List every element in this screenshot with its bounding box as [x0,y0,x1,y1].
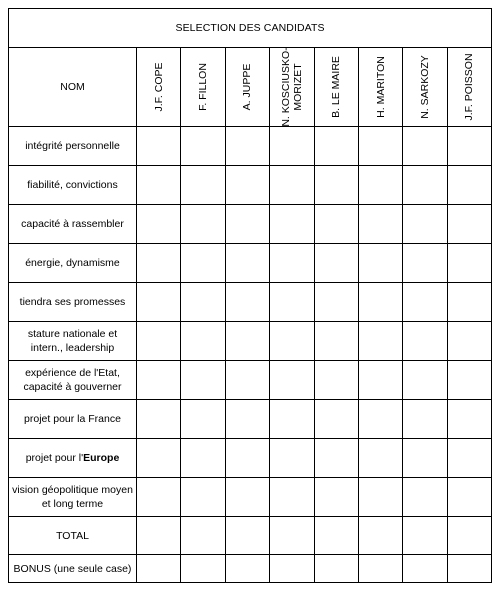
candidate-name-line: A. JUPPE [241,63,254,111]
criterion-row [9,127,492,166]
criterion-2-cell-1[interactable] [181,205,225,244]
criterion-3-cell-6[interactable] [403,244,447,283]
candidate-header-0 [137,48,181,127]
criterion-6-cell-3[interactable] [270,361,314,400]
candidate-name-line: H. MARITON [374,56,387,118]
criterion-0-cell-7[interactable] [447,127,491,166]
criterion-4-cell-7[interactable] [447,283,491,322]
candidate-name [330,56,342,118]
criterion-label-line: et long terme [41,498,104,510]
criterion-label-line: tiendra ses promesses [19,296,126,308]
criterion-label-line: vision géopolitique moyen [12,484,133,496]
criterion-7-cell-1[interactable] [181,400,225,439]
criterion-label-line: projet pour la France [24,413,121,425]
criterion-0-cell-6[interactable] [403,127,447,166]
candidate-name [280,47,304,126]
criterion-1-cell-7[interactable] [447,166,491,205]
criterion-8-cell-7[interactable] [447,439,491,478]
criterion-label-line: capacité à rassembler [21,218,124,230]
criterion-7-cell-4[interactable] [314,400,358,439]
criterion-3-cell-1[interactable] [181,244,225,283]
criterion-9-cell-6[interactable] [403,478,447,517]
criterion-row [9,205,492,244]
criterion-4-cell-3[interactable] [270,283,314,322]
candidate-name [375,56,387,118]
criterion-1-cell-0[interactable] [137,166,181,205]
candidate-name-line: J.F. COPE [152,62,165,112]
criterion-row [9,439,492,478]
candidate-name-line: N. SARKOZY [418,55,431,119]
criterion-label [9,127,137,166]
criterion-3-cell-0[interactable] [137,244,181,283]
criterion-8-cell-3[interactable] [270,439,314,478]
candidate-name-wrapper [137,48,180,126]
criterion-9-cell-4[interactable] [314,478,358,517]
criterion-2-cell-6[interactable] [403,205,447,244]
candidate-name-wrapper [226,48,269,126]
criterion-5-cell-2[interactable] [225,322,269,361]
criterion-label [9,361,137,400]
bonus-row [9,555,492,583]
criterion-0-cell-4[interactable] [314,127,358,166]
criterion-0-cell-3[interactable] [270,127,314,166]
criterion-row [9,478,492,517]
criterion-8-cell-1[interactable] [181,439,225,478]
criterion-5-cell-5[interactable] [358,322,402,361]
criterion-0-cell-0[interactable] [137,127,181,166]
criterion-4-cell-1[interactable] [181,283,225,322]
criterion-6-cell-6[interactable] [403,361,447,400]
candidate-name-line: N. KOSCIUSKO- [279,47,292,127]
candidate-name-wrapper [315,48,358,126]
total-cell-1[interactable] [181,517,225,555]
criterion-8-cell-5[interactable] [358,439,402,478]
criterion-7-cell-7[interactable] [447,400,491,439]
criterion-3-cell-4[interactable] [314,244,358,283]
criterion-2-cell-0[interactable] [137,205,181,244]
criterion-9-cell-0[interactable] [137,478,181,517]
criterion-2-cell-5[interactable] [358,205,402,244]
criterion-row [9,361,492,400]
criterion-1-cell-1[interactable] [181,166,225,205]
candidate-name [419,55,431,119]
candidate-name-wrapper [270,48,313,126]
total-cell-4[interactable] [314,517,358,555]
criterion-6-cell-1[interactable] [181,361,225,400]
criterion-8-cell-6[interactable] [403,439,447,478]
total-cell-2[interactable] [225,517,269,555]
bonus-cell-7[interactable] [447,555,491,583]
criterion-label-line: fiabilité, convictions [27,179,118,191]
criterion-4-cell-4[interactable] [314,283,358,322]
criterion-1-cell-2[interactable] [225,166,269,205]
criterion-4-cell-2[interactable] [225,283,269,322]
criterion-3-cell-2[interactable] [225,244,269,283]
criterion-row [9,322,492,361]
candidate-name-line: MORIZET [291,63,304,111]
criterion-label-line: énergie, dynamisme [25,257,120,269]
candidate-name-wrapper [448,48,491,126]
criterion-1-cell-6[interactable] [403,166,447,205]
criterion-4-cell-0[interactable] [137,283,181,322]
candidate-header-3 [270,48,314,127]
candidate-header-1 [181,48,225,127]
criterion-label-emphasis: Europe [83,452,120,464]
criterion-2-cell-4[interactable] [314,205,358,244]
criterion-row [9,400,492,439]
criterion-6-cell-0[interactable] [137,361,181,400]
bonus-cell-6[interactable] [403,555,447,583]
candidate-name-wrapper [359,48,402,126]
total-cell-5[interactable] [358,517,402,555]
candidate-name [241,64,253,111]
candidate-name [197,63,209,111]
criterion-label-line: expérience de l'Etat, [25,367,120,379]
criterion-label [9,439,137,478]
criterion-label-line: capacité à gouverner [23,381,122,393]
criterion-8-cell-0[interactable] [137,439,181,478]
bonus-cell-3[interactable] [270,555,314,583]
criterion-label [9,283,137,322]
criterion-4-cell-5[interactable] [358,283,402,322]
candidate-header-5 [358,48,402,127]
criterion-8-cell-4[interactable] [314,439,358,478]
criterion-label [9,322,137,361]
criterion-label-line: stature nationale et [27,328,118,340]
criterion-2-cell-3[interactable] [270,205,314,244]
total-cell-7[interactable] [447,517,491,555]
criterion-5-cell-1[interactable] [181,322,225,361]
bonus-label: BONUS (une seule case) [9,555,137,583]
criterion-2-cell-7[interactable] [447,205,491,244]
criterion-3-cell-7[interactable] [447,244,491,283]
criterion-label [9,244,137,283]
criterion-7-cell-5[interactable] [358,400,402,439]
criterion-4-cell-6[interactable] [403,283,447,322]
candidate-name [463,53,475,120]
name-column-header: NOM [9,48,137,127]
criterion-1-cell-5[interactable] [358,166,402,205]
criterion-5-cell-3[interactable] [270,322,314,361]
criterion-1-cell-3[interactable] [270,166,314,205]
table-title: SELECTION DES CANDIDATS [9,9,492,48]
criterion-6-cell-5[interactable] [358,361,402,400]
criterion-5-cell-4[interactable] [314,322,358,361]
criterion-label [9,205,137,244]
candidate-name-wrapper [181,48,224,126]
candidate-header-6 [403,48,447,127]
criterion-row [9,244,492,283]
criterion-row [9,166,492,205]
criterion-2-cell-2[interactable] [225,205,269,244]
candidate-selection-table [8,8,492,583]
criterion-0-cell-1[interactable] [181,127,225,166]
bonus-cell-1[interactable] [181,555,225,583]
criterion-5-cell-0[interactable] [137,322,181,361]
criterion-label [9,166,137,205]
criterion-7-cell-3[interactable] [270,400,314,439]
candidate-name-line: J.F. POISSON [463,53,476,121]
criterion-0-cell-2[interactable] [225,127,269,166]
criterion-9-cell-7[interactable] [447,478,491,517]
criterion-6-cell-7[interactable] [447,361,491,400]
criterion-label [9,478,137,517]
total-cell-6[interactable] [403,517,447,555]
candidate-name-line: B. LE MAIRE [330,56,343,118]
bonus-cell-5[interactable] [358,555,402,583]
candidate-header-2 [225,48,269,127]
total-row [9,517,492,555]
criterion-1-cell-4[interactable] [314,166,358,205]
criterion-5-cell-7[interactable] [447,322,491,361]
total-label: TOTAL [9,517,137,555]
criterion-9-cell-1[interactable] [181,478,225,517]
criterion-9-cell-5[interactable] [358,478,402,517]
criterion-5-cell-6[interactable] [403,322,447,361]
criterion-label-prefix: projet pour l' [25,452,84,464]
candidate-name-wrapper [403,48,446,126]
criterion-0-cell-5[interactable] [358,127,402,166]
total-cell-3[interactable] [270,517,314,555]
criterion-3-cell-5[interactable] [358,244,402,283]
bonus-cell-0[interactable] [137,555,181,583]
candidate-header-7 [447,48,491,127]
criterion-7-cell-6[interactable] [403,400,447,439]
criterion-9-cell-2[interactable] [225,478,269,517]
criterion-8-cell-2[interactable] [225,439,269,478]
criterion-label-line: intégrité personnelle [25,140,120,152]
criterion-3-cell-3[interactable] [270,244,314,283]
criterion-label-line: intern., leadership [30,342,115,354]
candidate-name [153,62,165,111]
candidate-header-4 [314,48,358,127]
criterion-9-cell-3[interactable] [270,478,314,517]
criterion-6-cell-4[interactable] [314,361,358,400]
candidate-name-line: F. FILLON [197,63,210,111]
criterion-label [9,400,137,439]
bonus-cell-4[interactable] [314,555,358,583]
criterion-row [9,283,492,322]
criterion-6-cell-2[interactable] [225,361,269,400]
criterion-7-cell-0[interactable] [137,400,181,439]
criterion-7-cell-2[interactable] [225,400,269,439]
total-cell-0[interactable] [137,517,181,555]
bonus-cell-2[interactable] [225,555,269,583]
